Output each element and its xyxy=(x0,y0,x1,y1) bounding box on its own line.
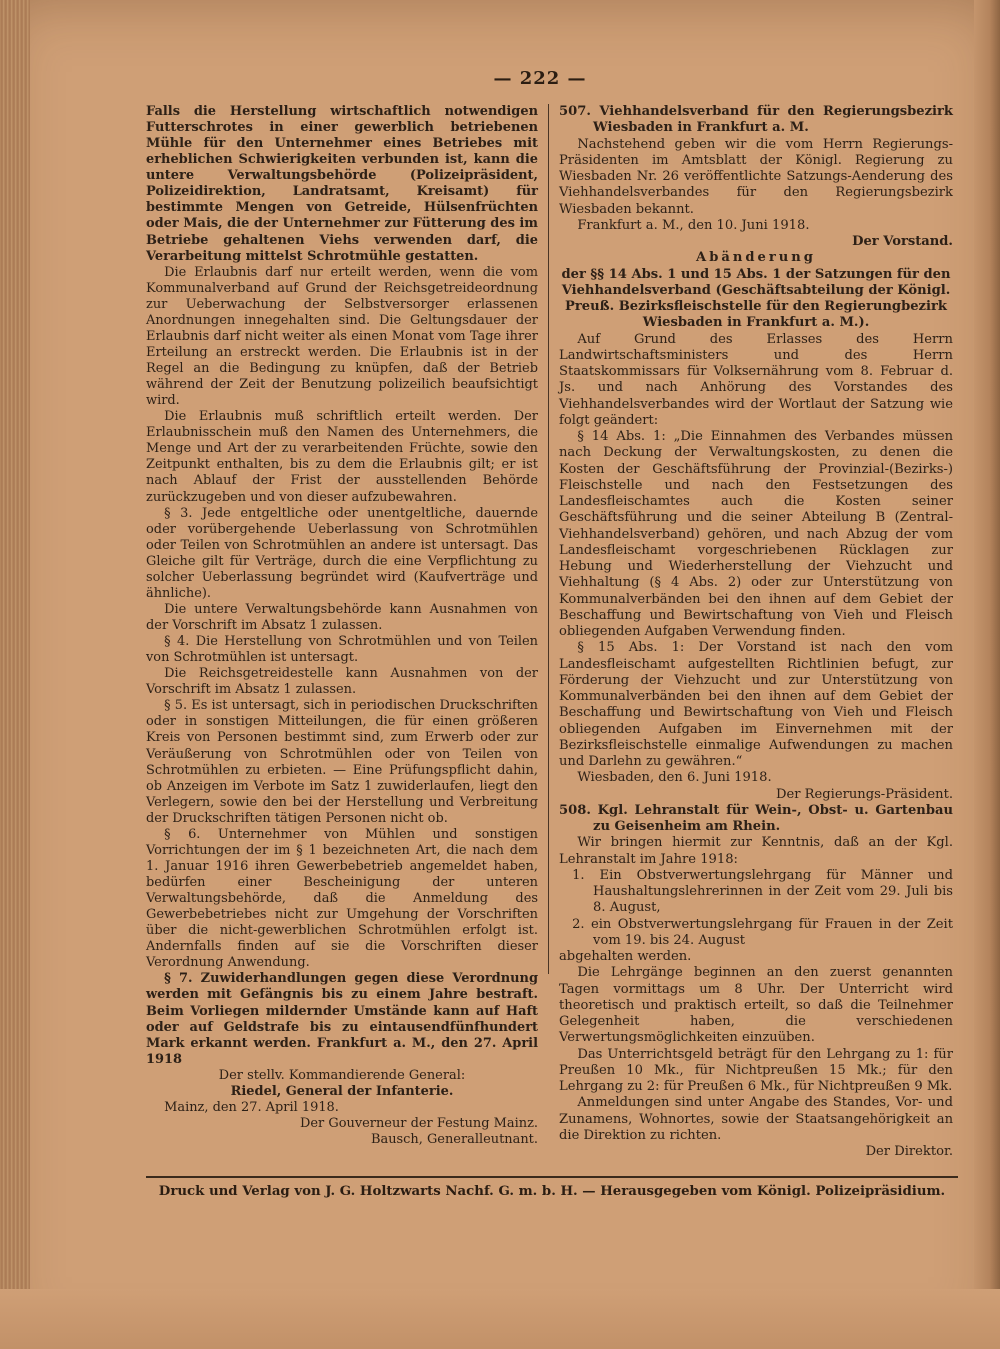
document-subtitle: der §§ 14 Abs. 1 und 15 Abs. 1 der Satzungen für den Viehhandelsverband (Geschäftsabteilung der Königl. Preuß. Bezirksfleischstelle für den Regierungbezirk Wiesbaden in Frankfurt a. M.). xyxy=(561,266,951,331)
list-item: 1. Ein Obstverwertungslehrgang für Männer und Haushaltungslehrerinnen in der Zeit vom 29. Juli bis 8. August, xyxy=(572,867,953,916)
date-line: Wiesbaden, den 6. Juni 1918. xyxy=(577,770,772,786)
bottom-margin xyxy=(0,1289,1000,1349)
paragraph: Auf Grund des Erlasses des Herrn Landwirtschaftsministers und des Herrn Staatskommissars für Volksernährung vom 8. Februar d. Js. und nach Anhörung des Vorstandes des Viehhandelsverbandes wird der Wortlaut der Satzung wie folgt geändert: xyxy=(559,331,953,428)
page-edge xyxy=(974,0,1000,1349)
paragraph: Die Erlaubnis darf nur erteilt werden, wenn die vom Kommunalverband auf Grund der Reichsgetreideordnung zur Ueberwachung der Selbstversorger erlassenen Anordnungen innegehalten sind. Die Geltungsdauer der Erlaubnis darf nicht weiter als einen Monat vom Tage ihrer Erteilung an erstreckt werden. Die Erlaubnis ist in der Regel an die Bedingung zu knüpfen, daß der Betrieb während der Zeit der Benutzung polizeilich beaufsichtigt wird. xyxy=(146,264,538,409)
signature: Der Direktor. xyxy=(865,1144,953,1159)
column-divider xyxy=(548,104,549,974)
paragraph-section-3: § 3. Jede entgeltliche oder unentgeltliche, dauernde oder vorübergehende Ueberlassung von Schrotmühlen oder Teilen von Schrotmühlen an andere ist untersagt. Das Gleiche gilt für Verträge, durch die eine Verpflichtung zu solcher Ueberlassung begründet wird (Kaufverträge und ähnliche). xyxy=(146,505,538,601)
paragraph: Anmeldungen sind unter Angabe des Standes, Vor- und Zunamens, Wohnortes, sowie der Staatsangehörigkeit an die Direktion zu richten. xyxy=(559,1095,953,1143)
signature-title: Der Gouverneur der Festung Mainz. xyxy=(300,1115,538,1131)
paragraph: Die Erlaubnis muß schriftlich erteilt werden. Der Erlaubnisschein muß den Namen des Unternehmers, die Menge und Art der zu verarbeitenden Früchte, sowie den Zeitpunkt enthalten, bis zu dem die Erlaubnis gilt; er ist nach Ablauf der Frist der ausstellenden Behörde zurückzugeben und von dieser aufzubewahren. xyxy=(146,409,538,505)
paragraph: Die Reichsgetreidestelle kann Ausnahmen von der Vorschrift im Absatz 1 zulassen. xyxy=(146,666,538,698)
paragraph-section-14: § 14 Abs. 1: „Die Einnahmen des Verbandes müssen nach Deckung der Verwaltungskosten, zu denen die Kosten der Geschäftsführung der Provinzial-(Bezirks-) Fleischstelle und nach den Festsetzungen des Landesfleischamtes auch die Kosten seiner Geschäftsführung und die seiner Abteilung B (Zentral-Viehhandelsverband) gehören, und nach Abzug der vom Landesfleischamt vorgeschriebenen Rücklagen zur Hebung und Wiederherstellung der Viehzucht und Viehhaltung (§ 4 Abs. 2) oder zur Unterstützung von Kommunalverbänden bei den ihnen auf dem Gebiet der Beschaffung und Bewirtschaftung von Vieh und Fleisch obliegenden Aufgaben Verwendung finden. xyxy=(559,429,953,639)
paragraph: Wir bringen hiermit zur Kenntnis, daß an der Kgl. Lehranstalt im Jahre 1918: xyxy=(559,835,953,867)
footer-rule xyxy=(146,1176,958,1178)
right-column xyxy=(559,104,953,1160)
signature-name: Bausch, Generalleutnant. xyxy=(370,1132,538,1147)
paragraph: abgehalten werden. xyxy=(559,949,692,964)
signature: Der Vorstand. xyxy=(852,234,953,249)
binding-edge xyxy=(0,0,30,1349)
paragraph-section-6: § 6. Unternehmer von Mühlen und sonstigen Vorrichtungen der im § 1 bezeichneten Art, die nach dem 1. Januar 1916 ihren Gewerbebetrieb angemeldet haben, bedürfen einer Bescheinigung der unteren Verwaltungsbehörde, daß die Anmeldung des Gewerbebetriebes nicht zur Umgehung der Vorschriften über die nicht-gewerblichen Schrotmühlen erfolgt ist. Andernfalls finden auf sie die Vorschriften dieser Verordnung Anwendung. xyxy=(146,826,538,971)
page-number: — 222 — xyxy=(493,68,587,89)
paragraph: Das Unterrichtsgeld beträgt für den Lehrgang zu 1: für Preußen 10 Mk., für Nichtpreußen 15 Mk.; für den Lehrgang zu 2: für Preußen 6 Mk., für Nichtpreußen 9 Mk. xyxy=(559,1046,953,1094)
paragraph-section-15: § 15 Abs. 1: Der Vorstand ist nach den vom Landesfleischamt aufgestellten Richtlinien befugt, zur Förderung der Viehzucht und zur Unterstützung von Kommunalverbänden bei den ihnen auf dem Gebiet der Beschaffung und Bewirtschaftung von Vieh und Fleisch obliegenden Aufgaben im Einvernehmen mit der Bezirksfleischstelle einmalige Aufwendungen zu machen und Darlehn zu gewähren.“ xyxy=(559,640,953,769)
signature: Der Regierungs-Präsident. xyxy=(775,786,953,802)
paragraph-section-7: § 7. Zuwiderhandlungen gegen diese Verordnung werden mit Gefängnis bis zu einem Jahre bestraft. Beim Vorliegen mildernder Umstände kann auf Haft oder auf Geldstrafe bis zu eintausendfünfhundert Mark erkannt werden. Frankfurt a. M., den 27. April 1918 xyxy=(146,971,538,1067)
paragraph-section-4: § 4. Die Herstellung von Schrotmühlen und von Teilen von Schrotmühlen ist untersagt. xyxy=(146,634,538,666)
paragraph: Nachstehend geben wir die vom Herrn Regierungs-Präsidenten im Amtsblatt der Königl. Regierung zu Wiesbaden Nr. 26 veröffentlichte Satzungs-Aenderung des Viehhandelsverbandes für den Regierungsbezirk Wiesbaden bekannt. xyxy=(559,136,953,217)
section-heading-507: 507. Viehhandelsverband für den Regierungsbezirk Wiesbaden in Frankfurt a. M. xyxy=(559,104,953,136)
date-line: Frankfurt a. M., den 10. Juni 1918. xyxy=(577,217,810,233)
paragraph-section-5: § 5. Es ist untersagt, sich in periodischen Druckschriften oder in sonstigen Mitteilungen, die für einen größeren Kreis von Personen bestimmt sind, zum Erwerb oder zur Veräußerung von Schrotmühlen oder von Teilen von Schrotmühlen zu erbieten. — Eine Prüfungspflicht dahin, ob Anzeigen im Verbote im Satz 1 zuwiderlaufen, liegt den Verlegern, sowie den bei der Herstellung und Verbreitung der Druckschriften tätigen Personen nicht ob. xyxy=(146,698,538,826)
date-line: Mainz, den 27. April 1918. xyxy=(164,1099,339,1115)
paragraph: Die Lehrgänge beginnen an den zuerst genannten Tagen vormittags um 8 Uhr. Der Unterricht wird theoretisch und praktisch erteilt, so daß die Teilnehmer Gelegenheit haben, die verschiedenen Verwertungsmöglichkeiten einzuüben. xyxy=(559,965,953,1046)
left-column xyxy=(146,104,538,1148)
document-title: Abänderung xyxy=(696,250,816,266)
signature-name: Riedel, General der Infanterie. xyxy=(230,1083,454,1099)
paragraph: Falls die Herstellung wirtschaftlich notwendigen Futterschrotes in einer gewerblich betriebenen Mühle für den Unternehmer eines Betriebes mit erheblichen Schwierigkeiten verbunden ist, kann die untere Verwaltungsbehörde (Polizeipräsident, Polizeidirektion, Landratsamt, Kreisamt) für bestimmte Mengen von Getreide, Hülsenfrüchten oder Mais, die der Unternehmer zur Fütterung des im Betriebe gehaltenen Viehs verwenden darf, die Verarbeitung mittelst Schrotmühle gestatten. xyxy=(146,104,538,264)
list-item: 2. ein Obstverwertungslehrgang für Frauen in der Zeit vom 19. bis 24. August xyxy=(572,916,953,948)
section-heading-508: 508. Kgl. Lehranstalt für Wein-, Obst- u. Gartenbau zu Geisenheim am Rhein. xyxy=(559,802,953,834)
imprint-line: Druck und Verlag von J. G. Holtzwarts Nachf. G. m. b. H. — Herausgegeben vom Königl. Polizeipräsidium. xyxy=(158,1184,946,1199)
paragraph: Die untere Verwaltungsbehörde kann Ausnahmen von der Vorschrift im Absatz 1 zulassen. xyxy=(146,601,538,633)
signature-title: Der stellv. Kommandierende General: xyxy=(218,1067,466,1083)
